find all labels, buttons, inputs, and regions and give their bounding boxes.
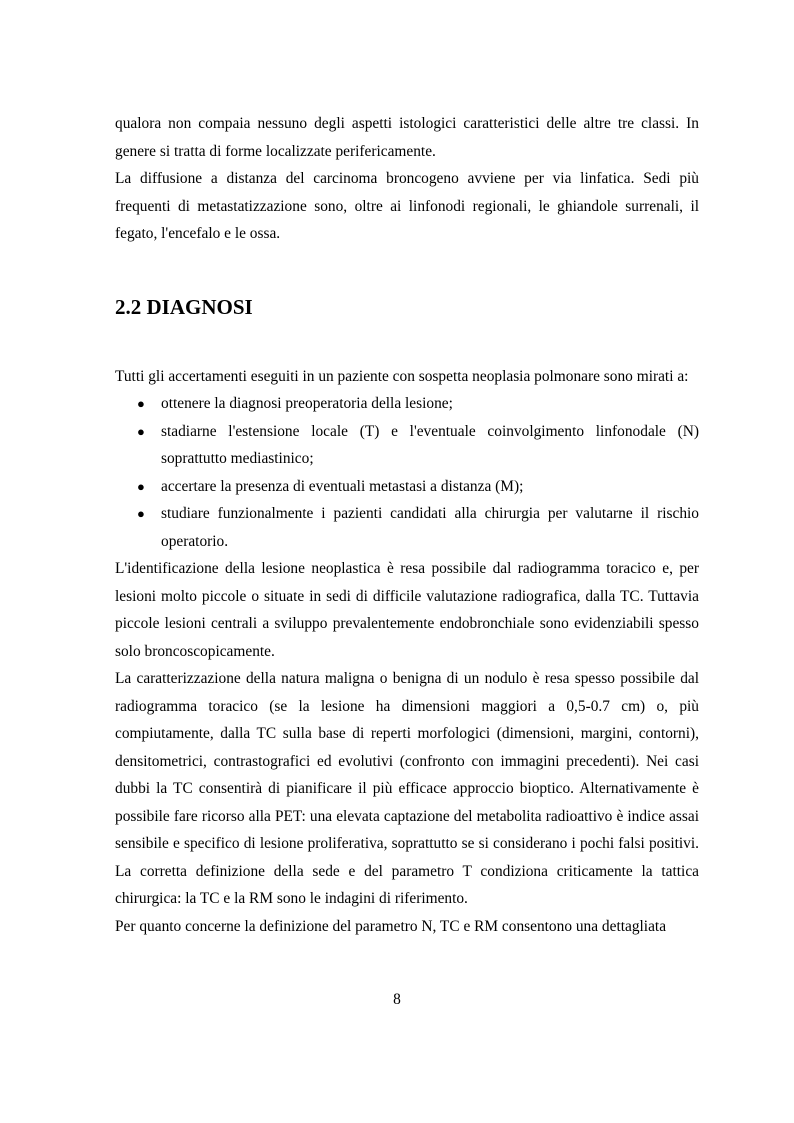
list-item-text: ottenere la diagnosi preoperatoria della lesione; [161,395,453,412]
list-item-text: studiare funzionalmente i pazienti candidati alla chirurgia per valutarne il rischio operatorio. [161,505,699,550]
paragraph-identification: L'identificazione della lesione neoplastica è resa possibile dal radiogramma toracico e, per lesioni molto piccole o situate in sedi di difficile valutazione radiografica, dalla TC. Tuttavia piccole lesioni centrali a sviluppo prevalentemente endobronchiale sono evidenziabili spesso solo broncoscopicamente. [115,560,699,660]
list-item [137,473,699,501]
page-content [115,110,699,940]
page-number: 8 [393,991,401,1008]
paragraph-metastasis: La diffusione a distanza del carcinoma broncogeno avviene per via linfatica. Sedi più frequenti di metastatizzazione sono, oltre ai linfonodi regionali, le ghiandole surrenali, il fegato, l'encefalo e le ossa. [115,170,699,242]
bullet-icon: ● [137,478,145,494]
list-item [137,500,699,555]
paragraph-intro: Tutti gli accertamenti eseguiti in un paziente con sospetta neoplasia polmonare sono mirati a: [115,367,689,385]
bullet-icon: ● [137,396,145,411]
bullet-icon: ● [137,423,145,439]
list-item-text: stadiarne l'estensione locale (T) e l'eventuale coinvolgimento linfonodale (N) soprattutto mediastinico; [161,422,699,467]
paragraph-n-parameter: Per quanto concerne la definizione del parametro N, TC e RM consentono una dettagliata [115,917,667,935]
section-heading: 2.2 DIAGNOSI [115,294,253,319]
list-item [137,390,699,418]
paragraph-characterization: La caratterizzazione della natura maligna o benigna di un nodulo è resa spesso possibile dal radiogramma toracico (se la lesione ha dimensioni maggiori a 0,5-0.7 cm) o, più compiutamente, dalla TC sulla base di reperti morfologici (dimensioni, margini, contorni), densitometrici, contrastografici ed evolutivi (confronto con immagini precedenti). Nei casi dubbi la TC consentirà di pianificare il più efficace approccio bioptico. Alternativamente è possibile fare ricorso alla PET: una elevata captazione del metabolita radioattivo è indice assai sensibile e specifico di lesione proliferativa, soprattutto se si considerano i pochi falsi positivi. La corretta definizione della sede e del parametro T condiziona criticamente la tattica chirurgica: la TC e la RM sono le indagini di riferimento. [115,670,699,907]
list-item [137,418,699,473]
paragraph-continuation: qualora non compaia nessuno degli aspetti istologici caratteristici delle altre tre classi. In genere si tratta di forme localizzate perifericamente. [115,115,699,160]
bullet-icon: ● [137,506,145,521]
list-item-text: accertare la presenza di eventuali metastasi a distanza (M); [161,477,524,495]
diagnosis-goals-list [115,390,699,555]
